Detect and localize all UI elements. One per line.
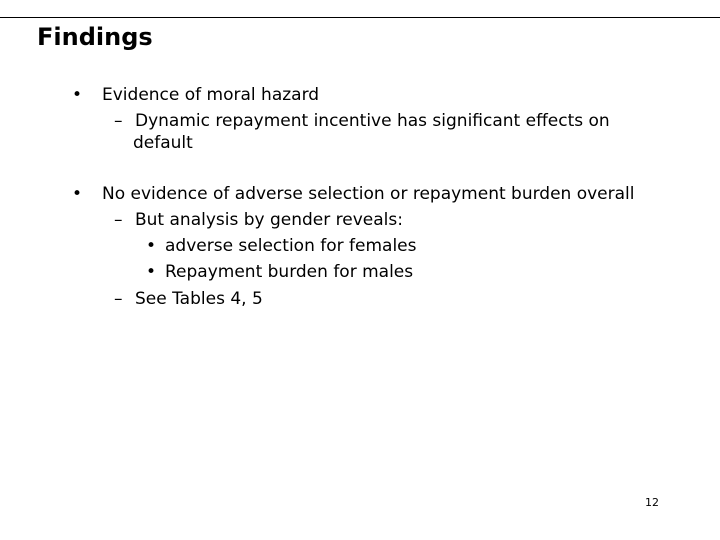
bullet-2-text: No evidence of adverse selection or repayment burden overall — [102, 184, 635, 204]
bullet-2-sub-1-text: But analysis by gender reveals: — [135, 210, 403, 230]
bullet-1-sub-1-line-2: default — [133, 133, 193, 153]
bullet-2-sub-2-text: See Tables 4, 5 — [135, 289, 263, 309]
bullet-2-sub-1-item-1-marker: • — [146, 236, 157, 256]
bullet-1-sub-1-marker: – — [114, 111, 123, 131]
bullet-1-text: Evidence of moral hazard — [102, 85, 320, 105]
bullet-2-sub-1-item-1-text: adverse selection for females — [165, 236, 417, 256]
bullet-1-marker: • — [72, 85, 83, 105]
bullet-2-sub-1-item-2-text: Repayment burden for males — [165, 262, 414, 282]
bullet-2-sub-1-marker: – — [114, 210, 123, 230]
bullet-1-sub-1-line-1: Dynamic repayment incentive has significant effects on — [135, 111, 610, 131]
bullet-2-marker: • — [72, 184, 83, 204]
top-rule — [0, 17, 720, 18]
slide-title: Findings — [37, 23, 153, 51]
page-number: 12 — [645, 496, 659, 509]
bullet-2-sub-2-marker: – — [114, 289, 123, 309]
bullet-2-sub-1-item-2-marker: • — [146, 262, 157, 282]
